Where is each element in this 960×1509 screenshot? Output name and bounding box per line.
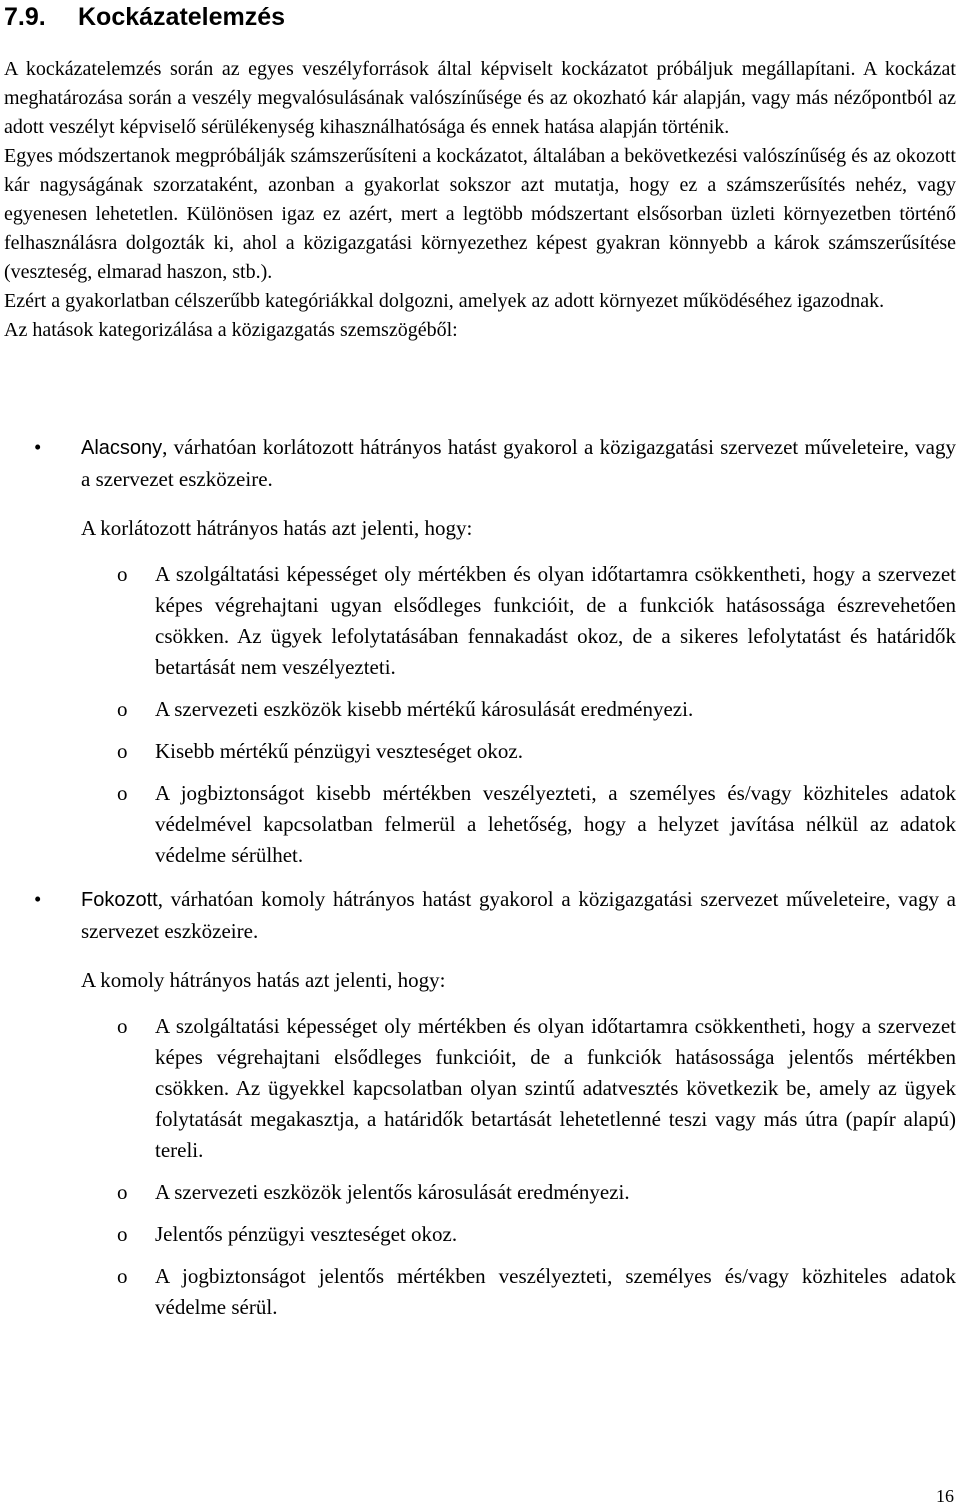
list-item [0, 694, 960, 725]
intro-text [4, 55, 956, 345]
sub-bullet-icon: o [117, 781, 128, 805]
list-item-text: Kisebb mértékű pénzügyi veszteséget okoz. [155, 739, 523, 763]
category-description: , várhatóan korlátozott hátrányos hatást gyakorol a közigazgatási szervezet műveleteire, vagy a szervezet eszközeire. [81, 435, 956, 491]
category-description: , várhatóan komoly hátrányos hatást gyakorol a közigazgatási szervezet műveleteire, vagy a szervezet eszközeire. [81, 887, 956, 943]
category-low [0, 432, 960, 495]
list-item [0, 559, 960, 683]
sub-bullet-icon: o [117, 697, 128, 721]
category-term: Alacsony [81, 437, 163, 459]
section-title: Kockázatelemzés [78, 3, 286, 31]
list-item [0, 1177, 960, 1208]
sub-bullet-icon: o [117, 739, 128, 763]
list-item-text: A jogbiztonságot jelentős mértékben veszélyezteti, személyes és/vagy közhiteles adatok védelme sérül. [155, 1264, 956, 1319]
list-item [0, 736, 960, 767]
category-term: Fokozott [81, 889, 158, 911]
list-item [0, 1219, 960, 1250]
list-item-text: A jogbiztonságot kisebb mértékben veszélyezteti, a személyes és/vagy közhiteles adatok védelmével kapcsolatban felmerül a lehetőség, hogy a helyzet javítása nélkül az adatok védelme sérülhet. [155, 781, 956, 867]
impact-categories [0, 432, 960, 1334]
list-item-text: Jelentős pénzügyi veszteséget okoz. [155, 1222, 458, 1246]
intro-paragraph-2: Egyes módszertanok megpróbálják számszerűsíteni a kockázatot, általában a bekövetkezési valószínűség és az okozott kár nagyságának szorzataként, azonban a gyakorlat sokszor azt mutatja, hogy ez a számszerűsítés nehéz, vagy egyenesen lehetetlen. Különösen igaz ez azért, mert a legtöbb módszertant elsősorban üzleti környezetben történő felhasználásra dolgozták ki, ahol a közigazgatási környezethez képest gyakran könnyebb a károk számszerűsítése (veszteség, elmarad haszon, stb.). [4, 145, 956, 283]
page-number: 16 [936, 1486, 954, 1506]
category-high [0, 884, 960, 947]
list-item [0, 1011, 960, 1166]
list-item-text: A szolgáltatási képességet oly mértékben és olyan időtartamra csökkentheti, hogy a szervezet képes végrehajtani ugyan elsődleges funkcióit, de a funkciók hatásossága észrevehetően csökken. Az ügyek lefolytatásában fennakadást okoz, de a sikeres lefolytatást és határidők betartását nem veszélyezteti. [155, 562, 956, 679]
bullet-icon: • [34, 887, 42, 911]
intro-paragraph-3: Ezért a gyakorlatban célszerűbb kategóriákkal dolgozni, amelyek az adott környezet működéséhez igazodnak. [4, 290, 885, 312]
sub-bullet-icon: o [117, 562, 128, 586]
intro-paragraph-1: A kockázatelemzés során az egyes veszélyforrások által képviselt kockázatot próbáljuk megállapítani. A kockázat meghatározása során a veszély megvalósulásának valószínűsége és az okozható kár alapján, vagy más nézőpontból az adott veszélyt képviselő sérülékenység kihasználhatósága és ennek hatása alapján történik. [4, 58, 956, 138]
section-number: 7.9. [4, 3, 46, 31]
section-heading [4, 0, 285, 34]
sub-bullet-icon: o [117, 1014, 128, 1038]
sub-bullet-icon: o [117, 1264, 128, 1288]
list-item-text: A szolgáltatási képességet oly mértékben és olyan időtartamra csökkentheti, hogy a szervezet képes végrehajtani elsődleges funkcióit, de a funkciók hatásossága jelentős mértékben csökken. Az ügyekkel kapcsolatban olyan szintű adatvesztés következik be, amely az ügyek folytatását megakasztja, a határidők betartását lehetetlenné teszi vagy más útra (papír alapú) tereli. [155, 1014, 956, 1162]
intro-paragraph-4: Az hatások kategorizálása a közigazgatás szemszögéből: [4, 319, 458, 341]
bullet-icon: • [34, 435, 42, 459]
sub-bullet-icon: o [117, 1180, 128, 1204]
list-item [0, 1261, 960, 1323]
category-lead: A korlátozott hátrányos hatás azt jelenti, hogy: [81, 516, 473, 540]
sub-bullet-icon: o [117, 1222, 128, 1246]
list-item-text: A szervezeti eszközök kisebb mértékű károsulását eredményezi. [155, 697, 694, 721]
list-item [0, 778, 960, 871]
category-lead: A komoly hátrányos hatás azt jelenti, hogy: [81, 968, 446, 992]
list-item-text: A szervezeti eszközök jelentős károsulását eredményezi. [155, 1180, 630, 1204]
